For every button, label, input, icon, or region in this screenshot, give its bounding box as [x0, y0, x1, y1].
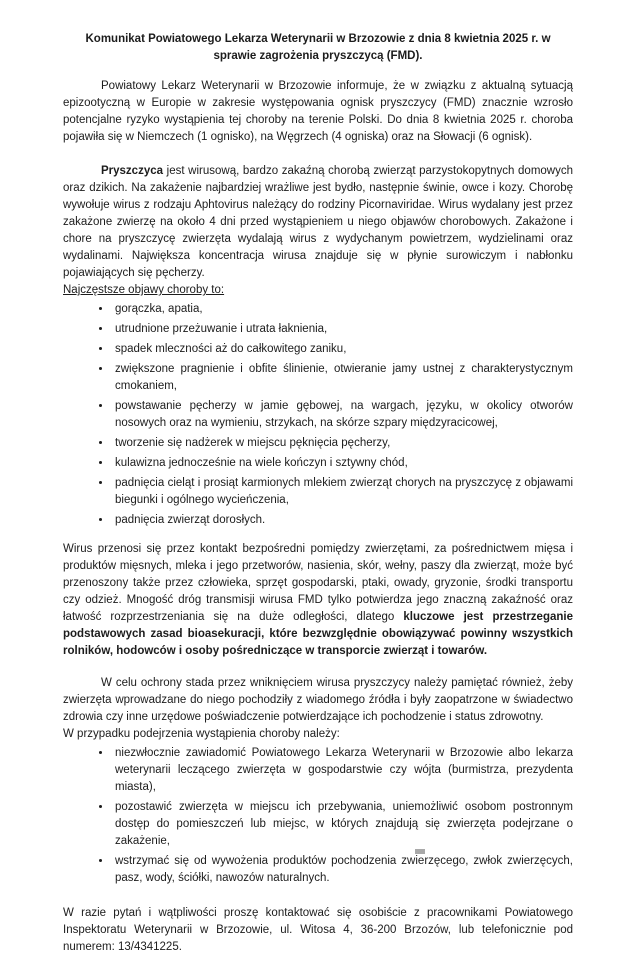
list-item: • zwiększone pragnienie i obfite ślinienie, otwieranie jamy ustnej z charakterystycznym cmokaniem,	[112, 361, 573, 395]
list-item: • utrudnione przeżuwanie i utrata łaknienia,	[112, 321, 573, 338]
list-item: • powstawanie pęcherzy w jamie gębowej, na wargach, języku, w okolicy otworów nosowych oraz na wymieniu, strzykach, na skórze szpary międzyracicowej,	[112, 398, 573, 432]
paragraph-disease-bold-lead: Pryszczyca	[101, 165, 164, 177]
list-item: • tworzenie się nadżerek w miejscu pęknięcia pęcherzy,	[112, 435, 573, 452]
list-item: • wstrzymać się od wywożenia produktów pochodzenia zwierzęcego, zwłok zwierzęcych, pasz, wody, ściółki, nawozów naturalnych.	[112, 853, 573, 887]
symptoms-heading	[63, 282, 573, 299]
paragraph-disease-text: jest wirusową, bardzo zakaźną chorobą zwierząt parzystokopytnych domowych oraz dzikich. Na zakażenie najbardziej wrażliwe jest bydło, następnie świnie, owce i kozy. Chorobę wywołuje wirus z rodzaju Aphtovirus należący do rodziny Picornaviridae. Wirus wydalany jest przez zakażone zwierzę na około 4 dni przed wystąpieniem u niego objawów chorobowych. Zakażone i chore na pryszczycę zwierzęta wydalają wirus z wydychanym powietrzem, wydzielinami oraz wydalinami. Największa koncentracja wirusa znajduje się w płynie surowiczym i nabłonku pojawiających się pęcherzy.	[63, 165, 573, 279]
list-item: • pozostawić zwierzęta w miejscu ich przebywania, uniemożliwić osobom postronnym dostęp do pomieszczeń lub miejsc, w których znajdują się zwierzęta podejrzane o zakażenie,	[112, 799, 573, 850]
paragraph-disease	[63, 163, 573, 282]
list-item: • padnięcia cieląt i prosiąt karmionych mlekiem zwierząt chorych na pryszczycę z objawami biegunki i ogólnego wycieńczenia,	[112, 475, 573, 509]
list-item: • kulawizna jednocześnie na wiele kończyn i sztywny chód,	[112, 455, 573, 472]
paragraph-transmission	[63, 541, 573, 660]
paragraph-intro: Powiatowy Lekarz Weterynarii w Brzozowie informuje, że w związku z aktualną sytuacją epizootyczną w Europie w zakresie występowania ognisk pryszczycy (FMD) znacznie wzrosło potencjalne ryzyko wystąpienia tej choroby na terenie Polski. Do dnia 8 kwietnia 2025 r. choroba pojawiła się w Niemczech (1 ognisko), na Węgrzech (4 ogniska) oraz na Słowacji (6 ognisk).	[63, 80, 573, 143]
list-item: • spadek mleczności aż do całkowitego zaniku,	[112, 341, 573, 358]
list-item: • padnięcia zwierząt dorosłych.	[112, 512, 573, 529]
actions-heading: W przypadku podejrzenia wystąpienia choroby należy:	[63, 728, 340, 740]
document-title: Komunikat Powiatowego Lekarza Weterynarii w Brzozowie z dnia 8 kwietnia 2025 r. w sprawie zagrożenia pryszczycą (FMD).	[85, 33, 551, 62]
list-item: • gorączka, apatia,	[112, 301, 573, 318]
actions-list	[63, 745, 573, 887]
paragraph-transmission-text: Wirus przenosi się przez kontakt bezpośredni pomiędzy zwierzętami, za pośrednictwem mięsa i produktów mięsnych, mleka i jego przetworów, nasienia, skór, wełny, paszy dla zwierząt, może być przenoszony także przez człowieka, sprzęt gospodarski, ptaki, owady, gryzonie, środki transportu czy odzież. Mnogość dróg transmisji wirusa FMD tylko potwierdza jego znaczną zakaźność oraz łatwość rozprzestrzeniania się na duże odległości, dlatego	[63, 543, 573, 623]
symptoms-heading-text: Najczęstsze objawy choroby to:	[63, 284, 225, 296]
list-item: • niezwłocznie zawiadomić Powiatowego Lekarza Weterynarii w Brzozowie albo lekarza weterynarii leczącego zwierzęta w gospodarstwie czy wójta (burmistrza, prezydenta miasta),	[112, 745, 573, 796]
page-edge-mark	[415, 849, 425, 854]
symptoms-list	[63, 301, 573, 529]
paragraph-contact: W razie pytań i wątpliwości proszę kontaktować się osobiście z pracownikami Powiatowego Inspektoratu Weterynarii w Brzozowie, ul. Witosa 4, 36-200 Brzozów, lub telefonicznie pod numerem: 13/4341225.	[63, 907, 573, 953]
paragraph-herd-protection: W celu ochrony stada przez wniknięciem wirusa pryszczycy należy pamiętać również, żeby zwierzęta wprowadzane do niego pochodziły z wiadomego źródła i były zaopatrzone w świadectwo zdrowia czy inne urzędowe poświadczenie potwierdzające ich pochodzenie i status zdrowotny.	[63, 677, 573, 723]
paragraph-transmission-bold: kluczowe jest przestrzeganie podstawowych zasad bioasekuracji, które bezwzględnie obowiązywać powinny wszystkich rolników, hodowców i osoby pośredniczące w transporcie zwierząt i towarów.	[63, 611, 573, 657]
